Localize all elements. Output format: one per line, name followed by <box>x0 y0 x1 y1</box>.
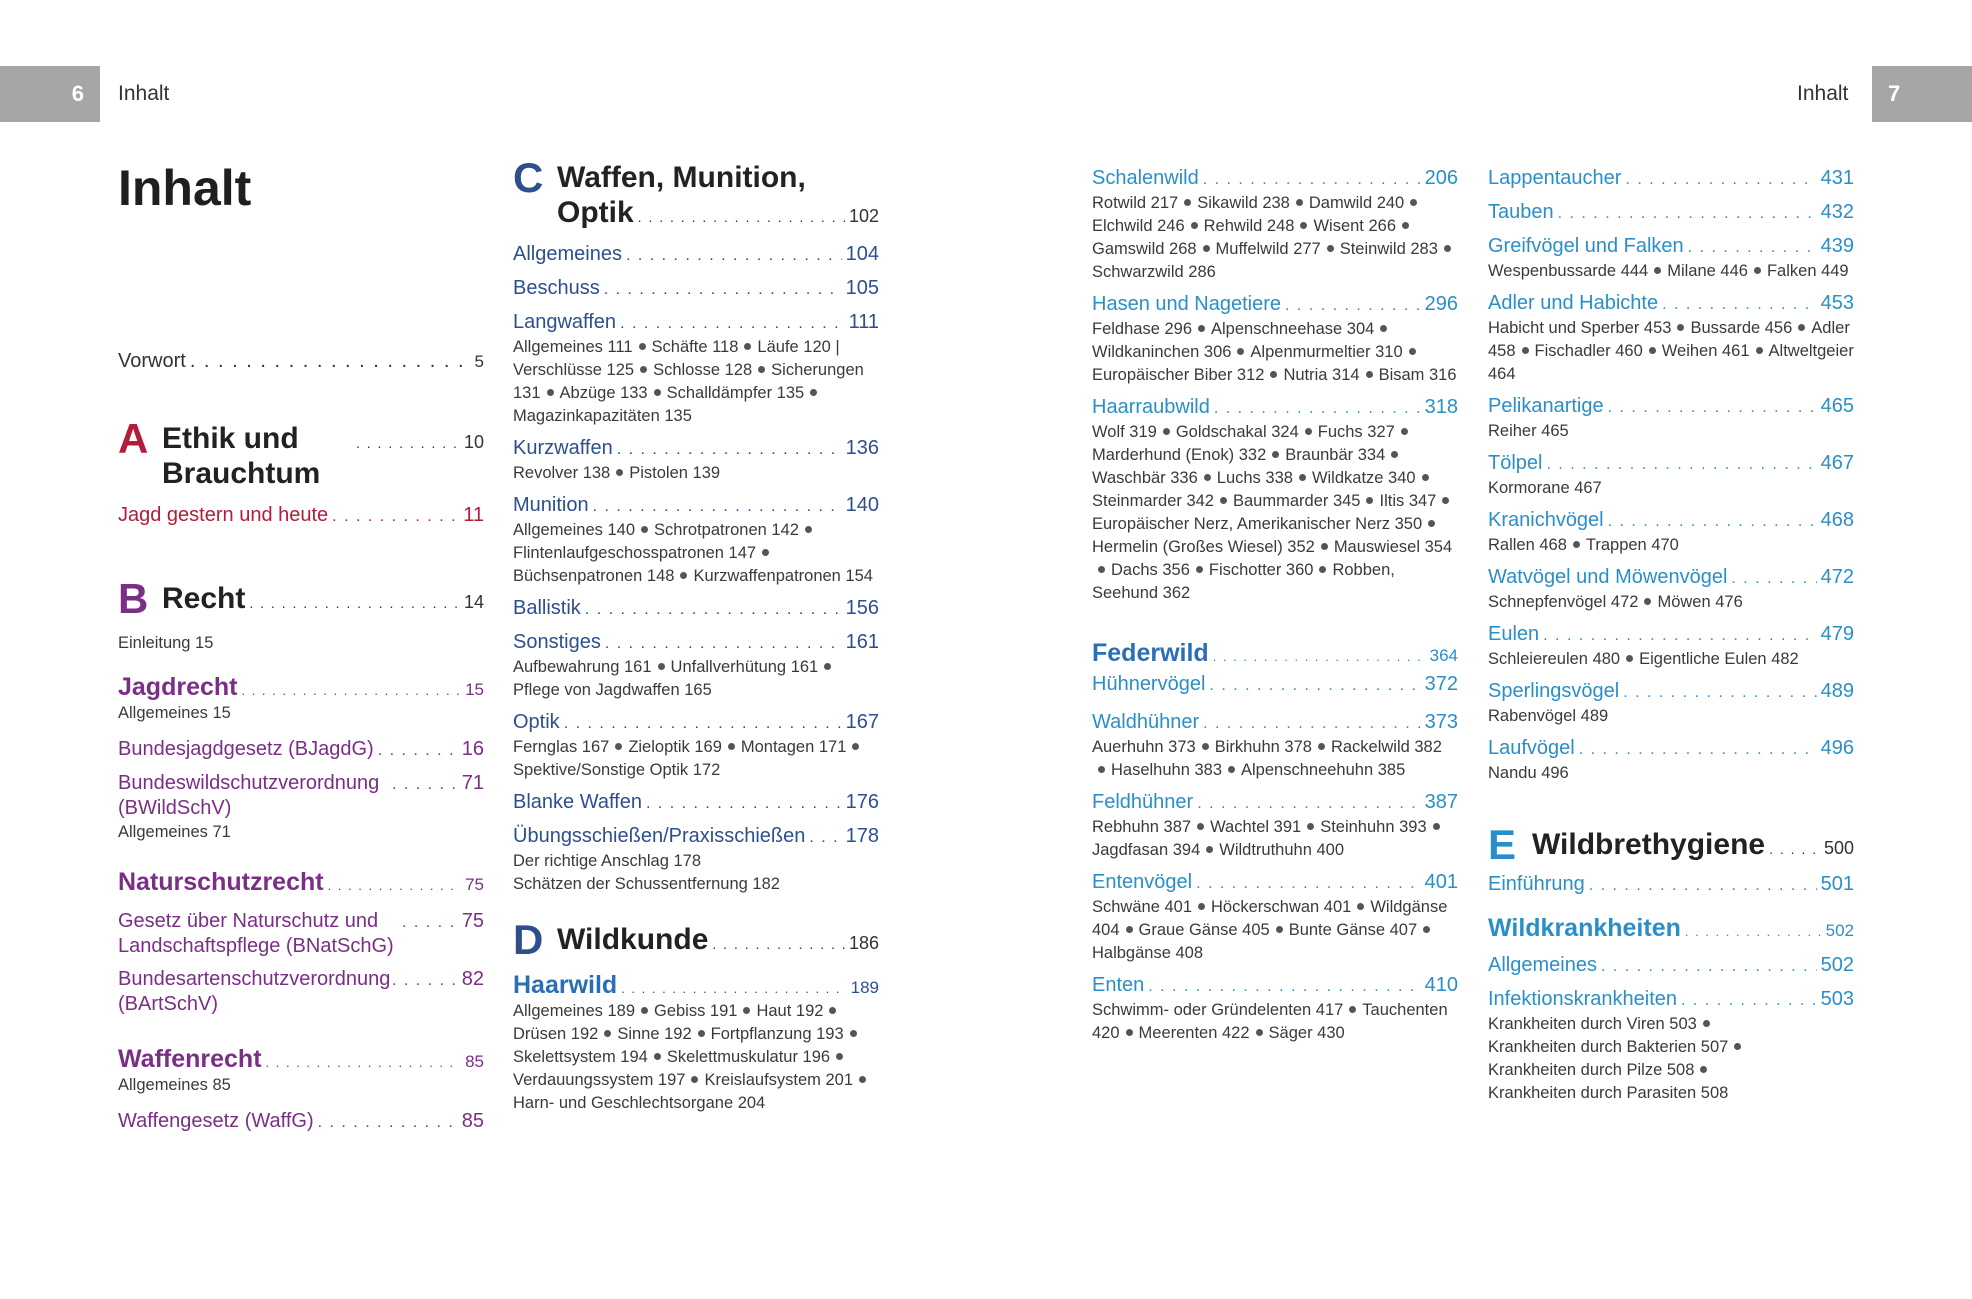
bullet-dot <box>616 469 623 476</box>
bullet-dot <box>658 663 665 670</box>
watvoegel-items: Schnepfenvögel 472 Möwen 476 <box>1488 593 1743 611</box>
bullet-dot <box>1677 324 1684 331</box>
section-c: C Waffen, Munition, Optik . . . 102 <box>513 160 879 230</box>
toc-entry-pelikanartige[interactable]: Pelikanartige . . . 465 <box>1488 394 1854 420</box>
dot-leader <box>241 683 461 698</box>
bullet-dot <box>1196 566 1203 573</box>
dot-leader <box>620 311 845 336</box>
bullet-dot <box>1126 926 1133 933</box>
bullet-dot <box>1191 222 1198 229</box>
bullet-dot <box>1299 474 1306 481</box>
dot-leader <box>585 597 842 622</box>
toc-entry-bjagdg[interactable]: Bundesjagdgesetz (BJagdG) . . . 16 <box>118 737 484 763</box>
bullet-dot <box>1756 347 1763 354</box>
bullet-dot <box>1305 428 1312 435</box>
section-letter-d: D <box>513 916 544 963</box>
toc-entry-schalenwild[interactable]: Schalenwild . . . 206 <box>1092 166 1458 192</box>
bullet-dot <box>852 743 859 750</box>
bullet-dot <box>641 526 648 533</box>
toc-entry-beschuss[interactable]: Beschuss . . . 105 <box>513 276 879 302</box>
toc-entry-jagd-gestern[interactable]: Jagd gestern und heute . . . 11 <box>118 503 484 529</box>
toc-entry-allgemeines-c[interactable]: Allgemeines . . . 104 <box>513 242 879 268</box>
bullet-dot <box>1184 199 1191 206</box>
bullet-dot <box>1202 743 1209 750</box>
bullet-dot <box>547 389 554 396</box>
enten-items: Schwimm- oder Gründelenten 417 Tauchenten 420 Meerenten 422 Säger 430 <box>1092 1001 1448 1042</box>
dot-leader <box>809 825 841 850</box>
right-page-number: 7 <box>1872 66 1972 122</box>
bullet-dot <box>1703 1020 1710 1027</box>
section-d-heading[interactable]: Wildkunde . . . 186 <box>557 922 879 957</box>
bullet-dot <box>680 572 687 579</box>
bullet-dot <box>1700 1066 1707 1073</box>
waffenrecht-items: Allgemeines 85 <box>118 1076 231 1094</box>
bullet-dot <box>836 1053 843 1060</box>
toc-entry-waffg[interactable]: Waffengesetz (WaffG) . . . 85 <box>118 1109 484 1135</box>
hasen-items: Feldhase 296 Alpenschneehase 304Wildkaninchen 306 Alpenmurmeltier 310Europäischer Biber 312 Nutria 314 Bisam 316 <box>1092 320 1457 384</box>
bullet-dot <box>1649 347 1656 354</box>
toc-entry-huehnervoegel[interactable]: Hühnervögel . . . 372 <box>1092 672 1458 698</box>
dot-leader <box>1589 873 1817 898</box>
dot-leader <box>392 772 458 797</box>
dot-leader <box>1543 623 1816 648</box>
toc-entry-jagdrecht[interactable]: Jagdrecht . . . 15 <box>118 673 484 702</box>
toc-entry-allgemeines-e[interactable]: Allgemeines . . . 502 <box>1488 953 1854 979</box>
toc-entry-waffenrecht[interactable]: Waffenrecht . . . 85 <box>118 1045 484 1074</box>
toc-entry-kranichvoegel[interactable]: Kranichvögel . . . 468 <box>1488 508 1854 534</box>
section-d <box>513 916 879 963</box>
dot-leader <box>593 494 842 519</box>
bullet-dot <box>1237 348 1244 355</box>
bullet-dot <box>1734 1043 1741 1050</box>
bullet-dot <box>1126 1029 1133 1036</box>
bullet-dot <box>1442 497 1449 504</box>
toelpel-items: Kormorane 467 <box>1488 479 1602 497</box>
toc-entry-vorwort[interactable]: Vorwort . . . 5 <box>118 350 484 373</box>
dot-leader <box>249 595 460 611</box>
bullet-dot <box>1197 823 1204 830</box>
bullet-dot <box>1270 371 1277 378</box>
bullet-dot <box>640 366 647 373</box>
dot-leader <box>1731 566 1816 591</box>
bullet-dot <box>1163 428 1170 435</box>
dot-leader <box>1769 841 1820 857</box>
bullet-dot <box>1307 823 1314 830</box>
toc-entry-waldhuehner[interactable]: Waldhühner . . . 373 <box>1092 710 1458 736</box>
bullet-dot <box>1428 520 1435 527</box>
haarraubwild-items: Wolf 319 Goldschakal 324 Fuchs 327Marderhund (Enok) 332 Braunbär 334Waschbär 336 Luchs 338 Wildkatze 340Steinmarder 342 Baummarder 345 Iltis 347Europäischer Nerz, Amerikanischer Nerz 350Hermelin (Großes Wiesel) 352 Mauswiesel 354Dachs 356 Fischotter 360 Robben, Seehund 362 <box>1092 423 1453 602</box>
bullet-dot <box>1256 1029 1263 1036</box>
bullet-dot <box>829 1007 836 1014</box>
toc-entry-wildkrankheiten[interactable]: Wildkrankheiten . . . 502 <box>1488 914 1854 943</box>
toc-entry-ballistik[interactable]: Ballistik . . . 156 <box>513 596 879 622</box>
bullet-dot <box>1654 267 1661 274</box>
toc-entry-lappentaucher[interactable]: Lappentaucher . . . 431 <box>1488 166 1854 192</box>
bullet-dot <box>1357 903 1364 910</box>
dot-leader <box>378 738 458 763</box>
sonstiges-items: Aufbewahrung 161 Unfallverhütung 161Pflege von Jagdwaffen 165 <box>513 656 879 702</box>
bullet-dot <box>1098 766 1105 773</box>
bullet-dot <box>1573 541 1580 548</box>
bullet-dot <box>1409 348 1416 355</box>
dot-leader <box>332 504 459 529</box>
toc-entry-toelpel[interactable]: Tölpel . . . 467 <box>1488 451 1854 477</box>
dot-leader <box>626 243 842 268</box>
bullet-dot <box>1098 566 1105 573</box>
toc-entry-sperlingsvoegel[interactable]: Sperlingsvögel . . . 489 <box>1488 679 1854 705</box>
toc-entry-haarwild[interactable]: Haarwild . . . 189 <box>513 971 879 1000</box>
toc-entry-bwildschv[interactable]: Bundeswildschutzverordnung (BWildSchV) . . . 71 <box>118 771 484 821</box>
uebung-items: Der richtige Anschlag 178 Schätzen der Schussentfernung 182 <box>513 852 780 893</box>
dot-leader <box>1213 649 1426 664</box>
dot-leader <box>1623 680 1816 705</box>
right-running-title: Inhalt <box>1797 82 1849 105</box>
bullet-dot <box>1444 245 1451 252</box>
bullet-dot <box>1401 428 1408 435</box>
bullet-dot <box>698 1030 705 1037</box>
kranich-items: Rallen 468 Trappen 470 <box>1488 536 1679 554</box>
pelikan-items: Reiher 465 <box>1488 422 1569 440</box>
section-letter-b: B <box>118 575 149 622</box>
toc-entry-langwaffen[interactable]: Langwaffen . . . 111 <box>513 310 879 336</box>
section-letter-a: A <box>118 415 149 462</box>
bullet-dot <box>762 549 769 556</box>
bullet-dot <box>1402 222 1409 229</box>
dot-leader <box>318 1110 458 1135</box>
toc-entry-munition[interactable]: Munition . . . 140 <box>513 493 879 519</box>
greifvoegel-items: Wespenbussarde 444 Milane 446 Falken 449 <box>1488 262 1849 280</box>
dot-leader <box>1681 988 1817 1013</box>
section-a-heading[interactable]: Ethik und Brauchtum . . . 10 <box>162 421 484 491</box>
dot-leader <box>328 878 461 893</box>
bullet-dot <box>1366 371 1373 378</box>
dot-leader <box>1558 201 1817 226</box>
bullet-dot <box>1228 766 1235 773</box>
bullet-dot <box>850 1030 857 1037</box>
dot-leader <box>638 209 845 225</box>
dot-leader <box>392 968 458 993</box>
toc-entry-enten[interactable]: Enten . . . 410 <box>1092 973 1458 999</box>
bullet-dot <box>1433 823 1440 830</box>
dot-leader <box>1214 396 1421 421</box>
bullet-dot <box>1198 325 1205 332</box>
entenvoegel-items: Schwäne 401 Höckerschwan 401 Wildgänse 404 Graue Gänse 405 Bunte Gänse 407Halbgänse 408 <box>1092 898 1448 962</box>
dot-leader <box>1203 167 1421 192</box>
toc-entry-entenvoegel[interactable]: Entenvögel . . . 401 <box>1092 870 1458 896</box>
dot-leader <box>1209 673 1420 698</box>
dot-leader <box>564 711 842 736</box>
bullet-dot <box>758 366 765 373</box>
langwaffen-items: Allgemeines 111 Schäfte 118 Läufe 120 | Verschlüsse 125 Schlosse 128 Sicherungen 131 Abzüge 133 Schalldämpfer 135Magazinkapazitäten 135 <box>513 338 864 425</box>
bullet-dot <box>654 389 661 396</box>
bullet-dot <box>1522 347 1529 354</box>
dot-leader <box>604 277 842 302</box>
section-b-heading[interactable]: Recht . . . 14 <box>162 581 484 616</box>
toc-column-2 <box>513 154 879 1115</box>
bullet-dot <box>654 1053 661 1060</box>
bullet-dot <box>604 1030 611 1037</box>
bullet-dot <box>728 743 735 750</box>
bullet-dot <box>1206 846 1213 853</box>
bullet-dot <box>1410 199 1417 206</box>
section-e <box>1488 821 1854 868</box>
munition-items: Allgemeines 140 Schrotpatronen 142Flintenlaufgeschosspatronen 147Büchsenpatronen 148 Kurzwaffenpatronen 154 <box>513 521 873 585</box>
dot-leader <box>1546 452 1816 477</box>
toc-entry-laufvoegel[interactable]: Laufvögel . . . 496 <box>1488 736 1854 762</box>
bullet-dot <box>1220 497 1227 504</box>
infektion-items: Krankheiten durch Viren 503 Krankheiten durch Bakterien 507 Krankheiten durch Pilze 508 Krankheiten durch Parasiten 508 <box>1488 1013 1854 1105</box>
dot-leader <box>1285 293 1421 318</box>
bullet-dot <box>1198 903 1205 910</box>
toc-entry-bartschv[interactable]: Bundesartenschutzverordnung (BArtSchV) . . . 82 <box>118 967 484 1017</box>
dot-leader <box>1601 954 1817 979</box>
toc-entry-eulen[interactable]: Eulen . . . 479 <box>1488 622 1854 648</box>
dot-leader <box>266 1055 462 1070</box>
bullet-dot <box>1422 474 1429 481</box>
dot-leader <box>1579 737 1817 762</box>
bwildschv-items: Allgemeines 71 <box>118 823 231 841</box>
bullet-dot <box>824 663 831 670</box>
schalenwild-items: Rotwild 217 Sikawild 238 Damwild 240Elchwild 246 Rehwild 248 Wisent 266Gamswild 268 Muffelwild 277 Steinwild 283Schwarzwild 286 <box>1092 192 1458 284</box>
bullet-dot <box>744 343 751 350</box>
toc-column-4 <box>1488 160 1854 1105</box>
toc-entry-watvoegel[interactable]: Watvögel und Möwenvögel . . . 472 <box>1488 565 1854 591</box>
dot-leader <box>1196 871 1421 896</box>
bullet-dot <box>1300 222 1307 229</box>
toc-entry-kurzwaffen[interactable]: Kurzwaffen . . . 136 <box>513 436 879 462</box>
section-letter-e: E <box>1488 821 1517 868</box>
dot-leader <box>402 910 458 935</box>
dot-leader <box>1197 791 1420 816</box>
toc-entry-adler[interactable]: Adler und Habichte . . . 453 <box>1488 291 1854 317</box>
toc-entry-hasen[interactable]: Hasen und Nagetiere . . . 296 <box>1092 292 1458 318</box>
toc-entry-federwild[interactable]: Federwild . . . 364 <box>1092 639 1458 668</box>
dot-leader <box>1662 292 1817 317</box>
dot-leader <box>712 936 845 952</box>
bullet-dot <box>810 389 817 396</box>
bullet-dot <box>1391 451 1398 458</box>
toc-entry-haarraubwild[interactable]: Haarraubwild . . . 318 <box>1092 395 1458 421</box>
bullet-dot <box>805 526 812 533</box>
jagdrecht-items: Allgemeines 15 <box>118 704 231 722</box>
toc-entry-greifvoegel[interactable]: Greifvögel und Falken . . . 439 <box>1488 234 1854 260</box>
kurzwaffen-items: Revolver 138 Pistolen 139 <box>513 464 721 482</box>
left-page-number: 6 <box>0 66 100 122</box>
bullet-dot <box>1296 199 1303 206</box>
bullet-dot <box>1204 474 1211 481</box>
bullet-dot <box>1318 743 1325 750</box>
eulen-items: Schleiereulen 480 Eigentliche Eulen 482 <box>1488 650 1799 668</box>
toc-entry-uebungsschiessen[interactable]: Übungsschießen/Praxisschießen . . . 178 <box>513 824 879 850</box>
section-b <box>118 575 484 622</box>
bullet-dot <box>1349 1006 1356 1013</box>
bullet-dot <box>1798 324 1805 331</box>
bullet-dot <box>691 1076 698 1083</box>
laufvoegel-items: Nandu 496 <box>1488 764 1569 782</box>
section-c-heading[interactable]: Optik . . . 102 <box>557 195 879 230</box>
dot-leader <box>356 435 460 451</box>
page-header <box>0 66 1972 122</box>
optik-items: Fernglas 167 Zieloptik 169 Montagen 171Spektive/Sonstige Optik 172 <box>513 736 879 782</box>
toc-entry-sonstiges[interactable]: Sonstiges . . . 161 <box>513 630 879 656</box>
toc-entry-feldhuehner[interactable]: Feldhühner . . . 387 <box>1092 790 1458 816</box>
dot-leader <box>617 437 842 462</box>
bullet-dot <box>1366 497 1373 504</box>
dot-leader <box>1608 395 1817 420</box>
bullet-dot <box>1327 245 1334 252</box>
dot-leader <box>1148 974 1420 999</box>
left-running-title: Inhalt <box>118 82 170 105</box>
haarwild-items: Allgemeines 189 Gebiss 191 Haut 192Drüsen 192 Sinne 192 Fortpflanzung 193Skelettsystem 194 Skelettmuskulatur 196Verdauungssystem 197 Kreislaufsystem 201Harn- und Geschlechtsorgane 204 <box>513 1000 879 1115</box>
dot-leader <box>1203 711 1421 736</box>
bullet-dot <box>641 1007 648 1014</box>
toc-entry-einleitung[interactable]: Einleitung 15 <box>118 634 214 652</box>
dot-leader <box>1685 924 1822 939</box>
toc-entry-tauben[interactable]: Tauben . . . 432 <box>1488 200 1854 226</box>
toc-entry-infektionskrankheiten[interactable]: Infektionskrankheiten . . . 503 <box>1488 987 1854 1013</box>
bullet-dot <box>639 343 646 350</box>
bullet-dot <box>1203 245 1210 252</box>
dot-leader <box>1608 509 1817 534</box>
feldhuehner-items: Rebhuhn 387 Wachtel 391 Steinhuhn 393Jagdfasan 394 Wildtruthuhn 400 <box>1092 816 1458 862</box>
sperlingsvoegel-items: Rabenvögel 489 <box>1488 707 1609 725</box>
section-e-heading[interactable]: Wildbrethygiene . . . 500 <box>1532 827 1854 862</box>
bullet-dot <box>743 1007 750 1014</box>
dot-leader <box>605 631 842 656</box>
toc-column-1 <box>118 158 484 1135</box>
toc-entry-optik[interactable]: Optik . . . 167 <box>513 710 879 736</box>
dot-leader <box>621 981 846 996</box>
adler-items: Habicht und Sperber 453 Bussarde 456 Adler 458 Fischadler 460 Weihen 461 Altweltgeier 464 <box>1488 319 1854 383</box>
dot-leader <box>190 350 471 373</box>
section-a <box>118 415 484 491</box>
bullet-dot <box>1423 926 1430 933</box>
bullet-dot <box>1321 543 1328 550</box>
dot-leader <box>646 791 842 816</box>
bullet-dot <box>1644 598 1651 605</box>
bullet-dot <box>859 1076 866 1083</box>
toc-column-3 <box>1092 160 1458 1045</box>
waldhuehner-items: Auerhuhn 373 Birkhuhn 378 Rackelwild 382Haselhuhn 383 Alpenschneehuhn 385 <box>1092 738 1442 779</box>
bullet-dot <box>615 743 622 750</box>
toc-entry-einfuehrung[interactable]: Einführung . . . 501 <box>1488 872 1854 898</box>
bullet-dot <box>1276 926 1283 933</box>
page-title: Inhalt <box>118 160 252 216</box>
section-letter-c: C <box>513 154 544 201</box>
bullet-dot <box>1626 655 1633 662</box>
bullet-dot <box>1272 451 1279 458</box>
toc-entry-bnatschg[interactable]: Gesetz über Naturschutz und Landschaftspflege (BNatSchG) . . . 75 <box>118 909 484 959</box>
dot-leader <box>1688 235 1817 260</box>
bullet-dot <box>1754 267 1761 274</box>
dot-leader <box>1625 167 1816 192</box>
bullet-dot <box>1380 325 1387 332</box>
bullet-dot <box>1319 566 1326 573</box>
toc-entry-naturschutzrecht[interactable]: Naturschutzrecht . . . 75 <box>118 868 484 897</box>
toc-entry-blanke-waffen[interactable]: Blanke Waffen . . . 176 <box>513 790 879 816</box>
